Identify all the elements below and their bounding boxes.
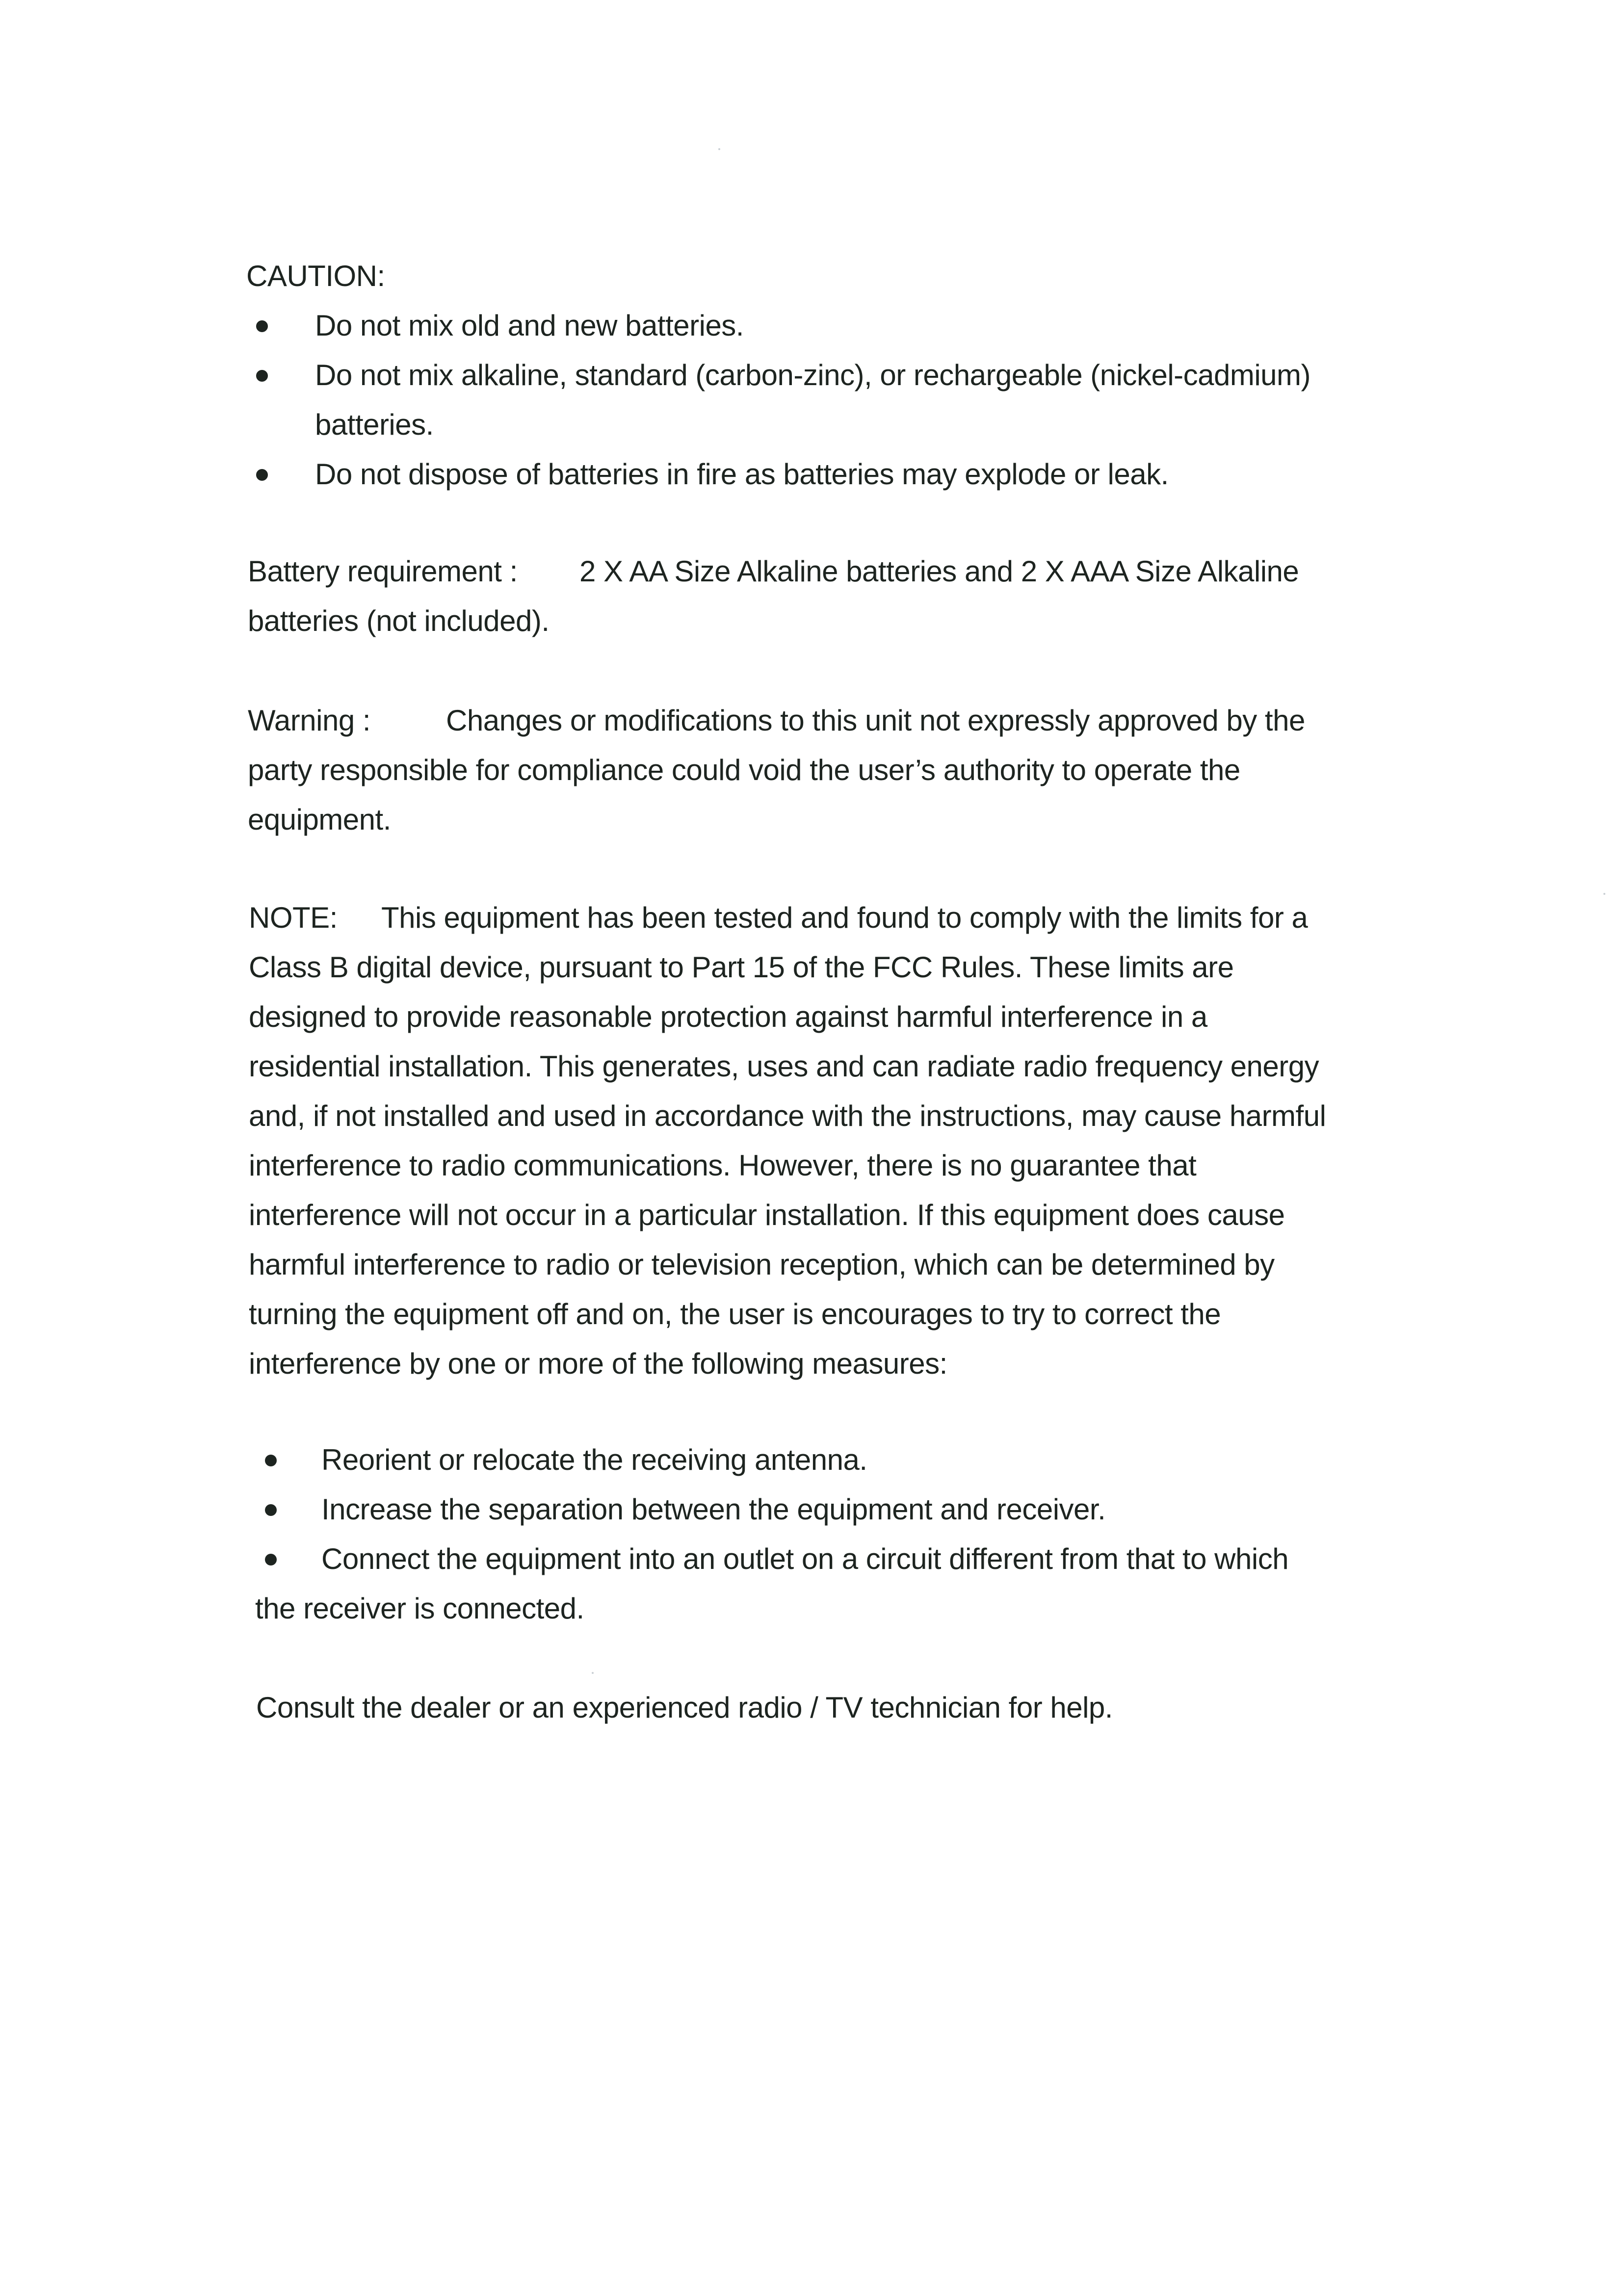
- warning-label: Warning :: [248, 704, 371, 737]
- bullet-icon: [256, 370, 268, 382]
- measure-item: Connect the equipment into an outlet on a circuit different from that to which: [255, 1534, 1288, 1584]
- scan-speck: [592, 1672, 594, 1674]
- note-text: This equipment has been tested and found to comply with the limits for a: [381, 901, 1308, 934]
- battery-requirement-section: Battery requirement : 2 X AA Size Alkaline batteries and 2 X AAA Size Alkaline batteries (not included).: [248, 547, 1299, 646]
- measure-item: Reorient or relocate the receiving antenna.: [255, 1435, 1288, 1485]
- measures-section: Reorient or relocate the receiving antenna. Increase the separation between the equipment and receiver. Connect the equipment into an outlet on a circuit different from that to which the receiver is connected.: [255, 1435, 1288, 1633]
- scan-speck: [718, 148, 720, 150]
- battery-label: Battery requirement :: [248, 555, 518, 588]
- caution-item: Do not dispose of batteries in fire as batteries may explode or leak.: [246, 449, 1310, 499]
- note-label: NOTE:: [249, 901, 338, 934]
- bullet-icon: [256, 320, 268, 332]
- bullet-icon: [265, 1504, 277, 1516]
- note-section: NOTE: This equipment has been tested and found to comply with the limits for a Class B digital device, pursuant to Part 15 of the FCC Rules. These limits are designed to provide reasonable protection against harmful interference in a residential installation. This generates, uses and can radiate radio frequency energy and, if not installed and used in accordance with the instructions, may cause harmful interference to radio communications. However, there is no guarantee that interference will not occur in a particular installation. If this equipment does cause harmful interference to radio or television reception, which can be determined by turning the equipment off and on, the user is encourages to try to correct the interference by one or more of the following measures:: [249, 893, 1326, 1388]
- bullet-icon: [265, 1455, 277, 1466]
- bullet-icon: [265, 1554, 277, 1565]
- bullet-icon: [256, 469, 268, 481]
- caution-item: Do not mix old and new batteries.: [246, 301, 1310, 350]
- footer-note: Consult the dealer or an experienced radio / TV technician for help.: [256, 1691, 1113, 1724]
- caution-item: Do not mix alkaline, standard (carbon-zinc), or rechargeable (nickel-cadmium): [246, 350, 1310, 400]
- scan-speck: [1603, 893, 1605, 895]
- caution-heading: CAUTION:: [246, 260, 385, 292]
- battery-text: 2 X AA Size Alkaline batteries and 2 X AAA Size Alkaline: [579, 555, 1299, 588]
- warning-text: Changes or modifications to this unit not expressly approved by the: [446, 704, 1305, 737]
- measure-item: Increase the separation between the equipment and receiver.: [255, 1485, 1288, 1534]
- caution-section: CAUTION: Do not mix old and new batteries. Do not mix alkaline, standard (carbon-zinc), or rechargeable (nickel-cadmium) batteries. Do not dispose of batteries in fire as batteries may explode or leak.: [246, 251, 1310, 499]
- warning-section: Warning : Changes or modifications to this unit not expressly approved by the party responsible for compliance could void the user’s authority to operate the equipment.: [248, 696, 1305, 844]
